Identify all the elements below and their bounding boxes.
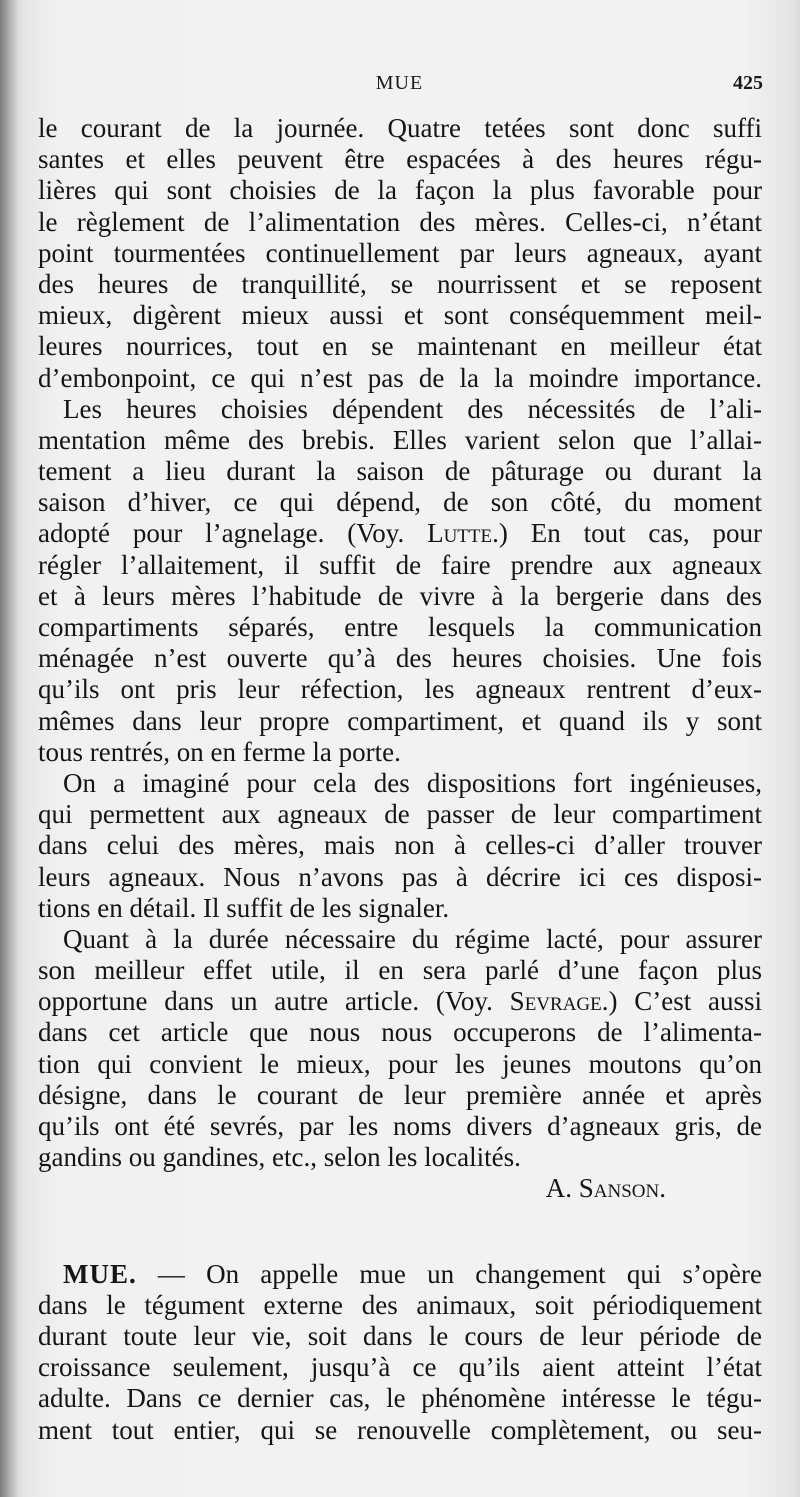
text-line: dans le tégument externe des animaux, soit périodiquement xyxy=(38,1289,762,1320)
signature-period: . xyxy=(659,1173,666,1204)
signature-name: Sanson xyxy=(578,1173,660,1204)
text-fragment: opportune dans un autre article. (Voy. xyxy=(38,986,510,1017)
text-line: qu’ils ont été sevrés, par les noms divers d’agneaux gris, de xyxy=(38,1111,762,1141)
text-line: ménagée n’est ouverte qu’à des heures choisies. Une fois xyxy=(38,643,762,674)
text-line: le règlement de l’alimentation des mères. Celles-ci, n’étant xyxy=(38,206,762,237)
entry-headword: MUE. xyxy=(63,1258,137,1289)
text-fragment: — On appelle mue un changement qui s’opère xyxy=(136,1258,762,1289)
page-gutter-shadow xyxy=(0,0,18,1497)
text-line: adulte. Dans ce dernier cas, le phénomène intéresse le tégu- xyxy=(38,1383,762,1414)
text-line: santes et elles peuvent être espacées à des heures régu- xyxy=(38,144,762,175)
text-line: compartiments séparés, entre lesquels la communication xyxy=(38,612,762,642)
text-line: régler l’allaitement, il suffit de faire prendre aux agneaux xyxy=(38,549,762,580)
text-line: mieux, digèrent mieux aussi et sont conséquemment meil- xyxy=(38,300,762,331)
text-line: ment tout entier, qui se renouvelle complètement, ou seu- xyxy=(38,1414,762,1445)
running-head xyxy=(36,72,763,98)
running-head-title: MUE xyxy=(375,72,424,94)
author-signature xyxy=(38,1173,762,1204)
entry-heading-line xyxy=(38,1259,762,1290)
text-fragment: .) C’est aussi xyxy=(601,986,762,1017)
text-line: leures nourrices, tout en se maintenant en meilleur état xyxy=(38,331,762,362)
text-line: leurs agneaux. Nous n’avons pas à décrire ici ces disposi- xyxy=(38,861,762,892)
text-line: On a imaginé pour cela des dispositions fort ingénieuses, xyxy=(63,767,762,798)
text-fragment: adopté pour l’agnelage. (Voy. xyxy=(38,518,428,549)
text-line: qu’ils ont pris leur réfection, les agneaux rentrent d’eux- xyxy=(38,674,762,705)
text-line: croissance seulement, jusqu’à ce qu’ils aient atteint l’état xyxy=(38,1352,762,1383)
signature-initial: A. xyxy=(545,1173,579,1204)
cross-reference-sevrage: Sevrage xyxy=(509,986,602,1017)
body-text xyxy=(38,113,762,1446)
text-fragment: .) En tout cas, pour xyxy=(492,518,762,549)
text-line: des heures de tranquillité, se nourrissent et se reposent xyxy=(38,268,762,299)
text-line: mentation même des brebis. Elles varient selon que l’allai- xyxy=(38,424,762,455)
text-line: d’embonpoint, ce qui n’est pas de la la moindre importance. xyxy=(38,362,762,393)
text-line: désigne, dans le courant de leur première année et après xyxy=(38,1079,762,1110)
text-line-with-cross-reference xyxy=(38,518,762,549)
text-line: tions en détail. Il suffit de les signaler. xyxy=(38,892,450,923)
text-line: Les heures choisies dépendent des nécessités de l’ali- xyxy=(63,393,762,424)
text-line: mêmes dans leur propre compartiment, et quand ils y sont xyxy=(38,705,762,736)
text-line: tous rentrés, on en ferme la porte. xyxy=(38,736,401,767)
text-line: tement a lieu durant la saison de pâturage ou durant la xyxy=(38,456,762,487)
text-line: Quant à la durée nécessaire du régime lacté, pour assurer xyxy=(63,923,762,954)
text-line: point tourmentées continuellement par leurs agneaux, ayant xyxy=(38,237,762,268)
text-line: qui permettent aux agneaux de passer de leur compartiment xyxy=(38,799,762,830)
page-number: 425 xyxy=(733,72,763,94)
text-line: le courant de la journée. Quatre tetées sont donc suffi xyxy=(38,113,762,143)
text-line-with-cross-reference xyxy=(38,986,762,1017)
text-line: et à leurs mères l’habitude de vivre à la bergerie dans des xyxy=(38,580,762,611)
text-line: son meilleur effet utile, il en sera parlé d’une façon plus xyxy=(38,955,762,986)
text-line: tion qui convient le mieux, pour les jeunes moutons qu’on xyxy=(38,1048,762,1079)
text-line: saison d’hiver, ce qui dépend, de son côté, du moment xyxy=(38,487,762,518)
text-line: dans cet article que nous nous occuperons de l’alimenta- xyxy=(38,1017,762,1048)
cross-reference-lutte: Lutte xyxy=(427,518,493,549)
entry-separator xyxy=(38,1205,762,1259)
text-line: gandins ou gandines, etc., selon les localités. xyxy=(38,1142,521,1173)
text-line: durant toute leur vie, soit dans le cours de leur période de xyxy=(38,1320,762,1351)
text-line: dans celui des mères, mais non à celles-ci d’aller trouver xyxy=(38,830,762,861)
text-line: lières qui sont choisies de la façon la plus favorable pour xyxy=(38,175,762,206)
